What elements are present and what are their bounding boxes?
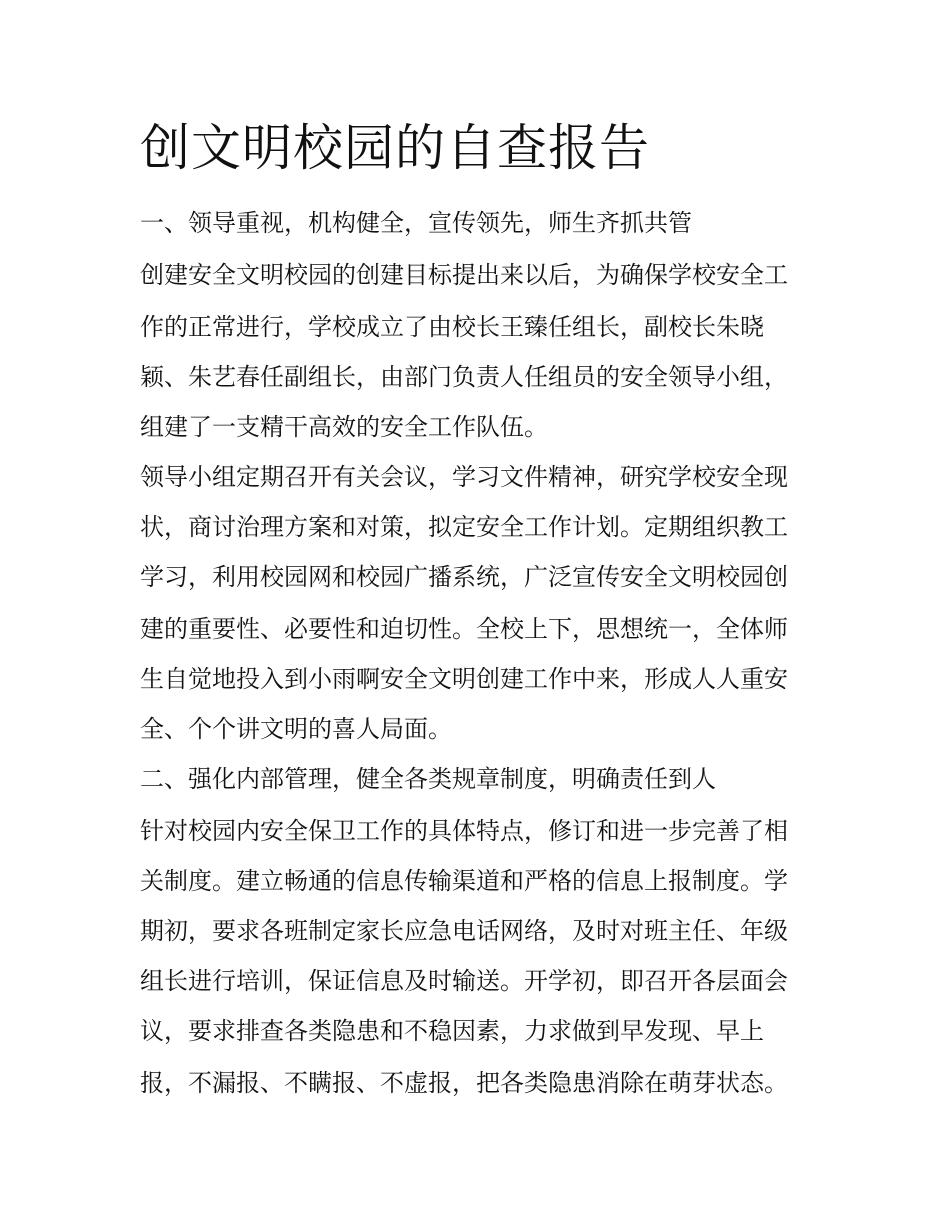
section-heading: 一、领导重视，机构健全，宣传领先，师生齐抓共管 xyxy=(140,209,692,237)
paragraph-line: 生自觉地投入到小雨啊安全文明创建工作中来，形成人人重安 xyxy=(140,665,788,693)
paragraph-line: 关制度。建立畅通的信息传输渠道和严格的信息上报制度。学 xyxy=(140,867,788,895)
paragraph-line: 报，不漏报、不瞒报、不虚报，把各类隐患消除在萌芽状态。 xyxy=(140,1069,788,1097)
paragraph-line: 全、个个讲文明的喜人局面。 xyxy=(140,715,452,743)
section-heading: 二、强化内部管理，健全各类规章制度，明确责任到人 xyxy=(140,765,716,793)
paragraph-line: 期初，要求各班制定家长应急电话网络，及时对班主任、年级 xyxy=(140,917,788,945)
paragraph-line: 组建了一支精干高效的安全工作队伍。 xyxy=(140,413,548,441)
paragraph-line: 议，要求排查各类隐患和不稳因素，力求做到早发现、早上 xyxy=(140,1017,764,1045)
paragraph-line: 学习，利用校园网和校园广播系统，广泛宣传安全文明校园创 xyxy=(140,563,788,591)
paragraph-line: 组长进行培训，保证信息及时输送。开学初，即召开各层面会 xyxy=(140,967,788,995)
paragraph-line: 建的重要性、必要性和迫切性。全校上下，思想统一，全体师 xyxy=(140,615,788,643)
document-title: 创文明校园的自查报告 xyxy=(140,119,650,177)
paragraph-line: 领导小组定期召开有关会议，学习文件精神，研究学校安全现 xyxy=(140,463,788,491)
paragraph-line: 针对校园内安全保卫工作的具体特点，修订和进一步完善了相 xyxy=(140,817,788,845)
paragraph-line: 作的正常进行，学校成立了由校长王臻任组长，副校长朱晓 xyxy=(140,313,764,341)
paragraph-line: 状，商讨治理方案和对策，拟定安全工作计划。定期组织教工 xyxy=(140,513,788,541)
paragraph-line: 创建安全文明校园的创建目标提出来以后，为确保学校安全工 xyxy=(140,261,788,289)
paragraph-line: 颖、朱艺春任副组长，由部门负责人任组员的安全领导小组， xyxy=(140,363,788,391)
